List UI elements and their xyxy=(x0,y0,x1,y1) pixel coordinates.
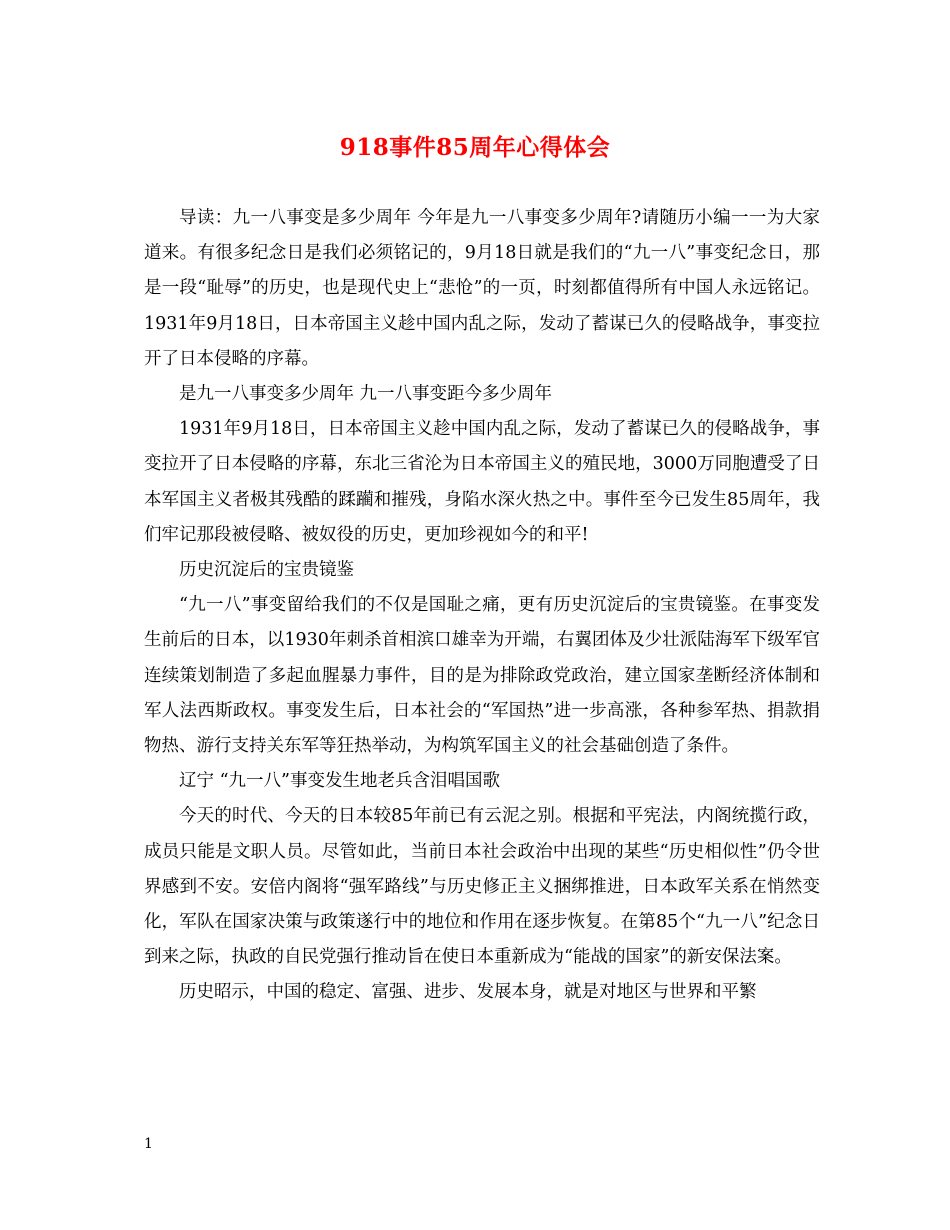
paragraph-heading-lessons: 历史沉淀后的宝贵镜鉴 xyxy=(179,560,354,581)
paragraph-history-shows: 历史昭示，中国的稳定、富强、进步、发展本身，就是对地区与世界和平繁 xyxy=(179,982,757,1003)
paragraph-heading-anniversary: 是九一八事变多少周年 九一八事变距今多少周年 xyxy=(179,384,553,405)
document-title: 918事件85周年心得体会 xyxy=(339,134,611,161)
document-body xyxy=(144,201,820,1011)
paragraph-today: 今天的时代、今天的日本较85年前已有云泥之别。根据和平宪法，内阁统揽行政，成员只能是文职人员。尽管如此，当前日本社会政治中出现的某些“历史相似性”仍令世界感到不安。安倍内阁将“强军路线”与历史修正主义捆绑推进，日本政军关系在悄然变化，军队在国家决策与政策遂行中的地位和作用在逐步恢复。在第85个“九一八”纪念日到来之际，执政的自民党强行推动旨在使日本重新成为“能战的国家”的新安保法案。 xyxy=(144,806,820,968)
paragraph-1931-event: 1931年9月18日，日本帝国主义趁中国内乱之际，发动了蓄谋已久的侵略战争，事变拉开了日本侵略的序幕，东北三省沦为日本帝国主义的殖民地，3000万同胞遭受了日本军国主义者极其残酷的蹂躏和摧残，身陷水深火热之中。事件至今已发生85周年，我们牢记那段被侵略、被奴役的历史，更加珍视如今的和平! xyxy=(144,419,820,545)
paragraph-heading-liaoning: 辽宁 “九一八”事变发生地老兵含泪唱国歌 xyxy=(179,771,500,792)
paragraph-intro: 导读：九一八事变是多少周年 今年是九一八事变多少周年?请随历小编一一为大家道来。有很多纪念日是我们必须铭记的，9月18日就是我们的“九一八”事变纪念日，那是一段“耻辱”的历史，也是现代史上“悲怆”的一页，时刻都值得所有中国人永远铭记。1931年9月18日，日本帝国主义趁中国内乱之际，发动了蓄谋已久的侵略战争，事变拉开了日本侵略的序幕。 xyxy=(144,208,820,369)
page-number: 1 xyxy=(144,1136,153,1152)
paragraph-lessons: “九一八”事变留给我们的不仅是国耻之痛，更有历史沉淀后的宝贵镜鉴。在事变发生前后的日本，以1930年刺杀首相滨口雄幸为开端，右翼团体及少壮派陆海军下级军官连续策划制造了多起血腥暴力事件，目的是为排除政党政治，建立国家垄断经济体制和军人法西斯政权。事变发生后，日本社会的“军国热”进一步高涨，各种参军热、捐款捐物热、游行支持关东军等狂热举动，为构筑军国主义的社会基础创造了条件。 xyxy=(144,595,820,757)
